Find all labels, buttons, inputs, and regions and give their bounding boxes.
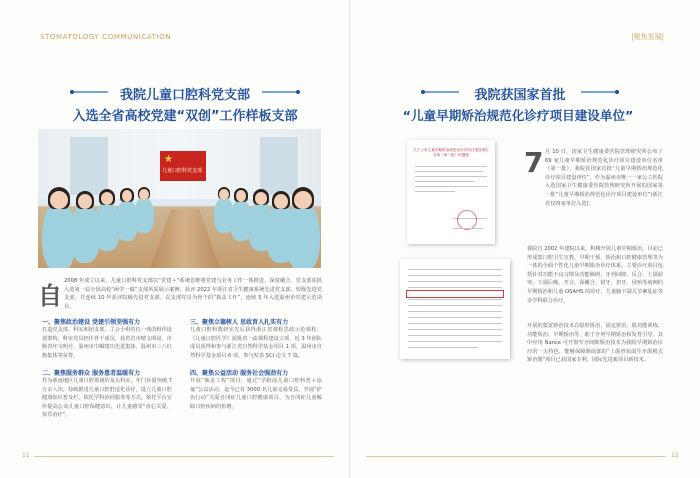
doc-text-line: [415, 171, 483, 172]
notice-document-title: 关于公布儿童早期矫治规范化诊疗项目建设单位名单（第一批）的通知: [413, 148, 489, 157]
doc-text-line: [408, 329, 502, 330]
dropcap-right: 7: [524, 146, 544, 179]
person-head: [274, 194, 288, 209]
title-dot: [421, 90, 425, 94]
doc-text-line: [408, 341, 502, 342]
person-head: [294, 191, 312, 209]
section-heading-2: 二、聚焦服务群众 服务患者温暖有力: [42, 370, 141, 377]
doc-text-line: [415, 166, 487, 167]
doc-text-line: [408, 299, 502, 300]
section-body-1: 打造党支部、科室和团支部、工会小组的位一体的组织设置架构，科室党员担任骨干成员，获省首市精文明岗、市级青年文明号、温州市巾帼建功先进集体、温州市三八红旗集体等荣誉。: [42, 327, 172, 359]
party-banner: [160, 151, 206, 181]
doc-text-line: [408, 317, 502, 318]
staff-person: [286, 201, 320, 268]
doc-text-line: [408, 311, 502, 312]
right-paragraph-2: 我院自 2002 年建院以来，积极开展儿童早期矫治，目前已形成集口腔卫生宣教、早期干预、矫治和口腔健康管理等为一体的全面个性化儿童早期矫治诊疗体系。主要诊疗项目包括针对功能不良习惯及功能障碍、牙列间隙、反合、上颌前突、下颌后缩、开合、深覆合、错牙、扭牙、侵殆等病例的早期矫治和儿童 OSAHS 的诊疗，儿童脑下颌关节紊乱症等多学科联合诊疗。: [527, 246, 663, 304]
footer-rule-left: [34, 456, 334, 457]
title-rule-right: [262, 91, 296, 93]
section-body-3: 儿童口腔科教研室先后获得浙江省课程思政示范课程、《儿童口腔医学》获批省一流课程建设立项、近 3 年团队成员获得和参与浙江省自然科学基金项目 1 项，温州市自然科学基金项目 6 项，参与发表 SCI 论文 7 篇。: [190, 327, 322, 359]
section-heading-4: 四、聚焦公益活动 服务社会强劲有力: [190, 370, 289, 377]
unit-list-document-image: [400, 259, 510, 359]
left-title-line1: 我院儿童口腔科党支部: [119, 88, 250, 103]
doc-text-line: [408, 275, 502, 276]
person-head: [255, 192, 267, 205]
doc-text-line: [408, 305, 502, 306]
left-title-line2: 入选全省高校党建“双创”工作样板支部: [72, 109, 298, 124]
doc-text-line: [408, 287, 502, 288]
title-rule-left: [74, 91, 108, 93]
doc-text-line: [415, 181, 475, 182]
title-rule-right: [581, 91, 615, 93]
doc-text-line: [408, 347, 478, 348]
title-rule-left: [425, 91, 459, 93]
page-gutter: [349, 0, 351, 478]
staff-person: [134, 197, 154, 233]
photo-window: [68, 135, 110, 197]
doc-text-line: [453, 228, 483, 229]
section-heading-1: 一、聚焦政治建设 党建引领坚强有力: [42, 319, 141, 326]
title-dot: [615, 90, 619, 94]
page-number-left: 11: [22, 452, 30, 459]
doc-text-line: [415, 191, 455, 192]
doc-text-line: [408, 281, 502, 282]
photo-window: [258, 135, 300, 197]
party-branch-photo: [38, 129, 321, 268]
title-dot: [296, 90, 300, 94]
section-header-cn: |聚焦发展|: [631, 33, 664, 41]
section-heading-3: 三、聚焦立德树人 思政育人扎实有力: [190, 319, 289, 326]
person-head: [122, 190, 132, 202]
doc-text-line: [408, 269, 502, 270]
doc-text-line: [408, 323, 502, 324]
person-head: [101, 192, 113, 205]
section-header-en: STOMATOLOGY COMMUNICATION: [40, 33, 172, 41]
title-dot: [70, 90, 74, 94]
banner-text: 儿童口腔科党支部: [162, 168, 203, 174]
right-title-line2: “儿童早期矫治规范化诊疗项目建设单位”: [402, 108, 634, 123]
party-emblem-icon: ★: [164, 154, 173, 165]
person-head: [139, 189, 149, 200]
doc-text-line: [415, 176, 487, 177]
conference-table: [150, 209, 220, 268]
highlighted-row: [406, 290, 504, 298]
right-paragraph-3: 开展的集宽矫治技术有隐形矫治、固定矫治、肌功能训练、功能矫治、早期矫治等，助于牙列早期矫治和发育引导。其中应用 Nance 可开窗窄牙间隙矫治技术为我院早期矫治诊疗的一大特色，能够保障颜面部的“上颌骨状面生牙颌根式矫治器”项目已获国家专利，国际先进新项目新技术。: [527, 323, 663, 364]
page-number-right: 12: [671, 452, 679, 459]
notice-document-image: [407, 140, 495, 244]
official-seal: [457, 210, 477, 230]
section-body-4: 开展“瓶盖工程”项目，通过“学龄前儿童口腔科普＋涂氟”公益活动，迄今已有 3000 名儿童完成受益，开展“护齿行动”关爱自闭症儿童口腔健康项目，为自闭症儿童解除口腔疾病的折磨。: [190, 378, 322, 410]
section-body-2: 作为浙南地区儿童口腔领域的龙头科室，年门诊量突破 7 万余人次。持续推进儿童口腔舒适化诊疗，设立儿童口腔健康知识普及栏，依托学科协同服务等方式，依托平台宣传提高公众儿童口腔保健意识，让儿童感受“齿心关爱、快乐治疗”。: [42, 378, 172, 419]
doc-text-line: [415, 186, 487, 187]
person-head: [50, 191, 68, 209]
footer-rule-right: [366, 456, 666, 457]
right-paragraph-1: 月 10 日，国家卫生健康委医院管理研究所公布了 69 家儿童早期矫治规范化诊疗项目建设单位名单（第一批），我院获国家首批“儿童早期矫治规范化诊疗项目建设单位”，作为温州市唯一一家公立医院入选国家卫生健康委医院管理研究所开展的国家第一批“儿童早期矫治规范化诊疗项目建设单位”(浙江省仅四家单位入选)。: [545, 149, 663, 207]
right-title-line1: 我院获国家首批: [474, 88, 566, 103]
doc-text-line: [408, 335, 502, 336]
person-head: [219, 189, 229, 200]
person-head: [236, 190, 246, 202]
left-intro-paragraph: 2008 年成立以来，儿童口腔科党支部以“党建＋”系统思维将党建与业务工作一体推进、深度融合。党支部获批入选第一届全国高校“两学一做”支部风采展示案例、获评 2022 年浙江省卫生健康系统先进党支部、校级先进党支部，并连续 10 年获评院级先进党支部。以支部党员为骨干的“瓶盖工作”，连续 5 年入选温州市党建示范项目。: [64, 278, 322, 310]
dropcap-left: 自: [38, 282, 62, 310]
person-head: [78, 194, 92, 209]
